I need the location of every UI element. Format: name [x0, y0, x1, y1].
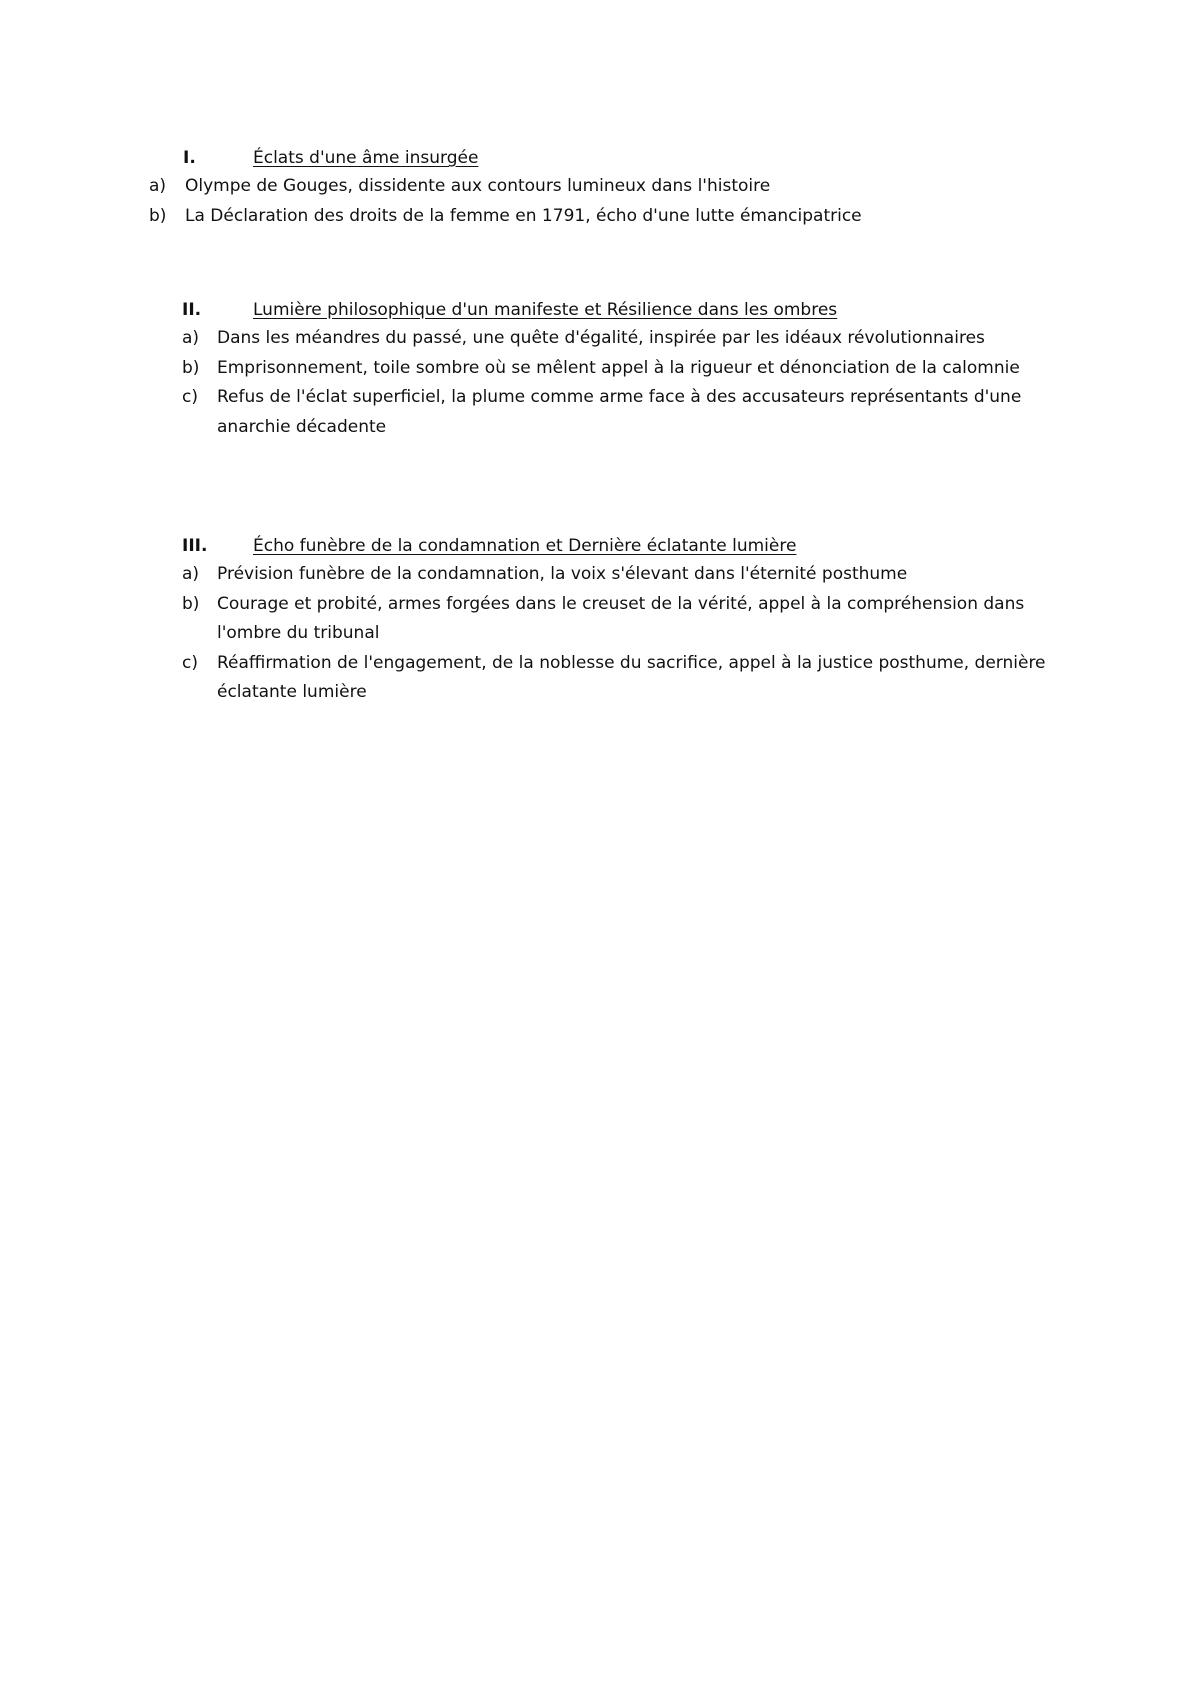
section-heading	[0, 144, 1200, 172]
section-2	[0, 296, 1200, 442]
list-item	[0, 354, 1200, 384]
item-text: Réaffirmation de l'engagement, de la noblesse du sacrifice, appel à la justice posthume, dernière éclatante lumière	[217, 652, 1046, 702]
list-item	[0, 172, 1200, 202]
section-3	[0, 532, 1200, 708]
item-text: Prévision funèbre de la condamnation, la voix s'élevant dans l'éternité posthume	[217, 564, 908, 584]
section-heading	[0, 296, 1200, 324]
list-item	[0, 590, 1200, 649]
list-item	[0, 560, 1200, 590]
section-number: III.	[182, 536, 208, 556]
item-label: a)	[182, 328, 200, 348]
list-item	[0, 324, 1200, 354]
section-title: Lumière philosophique d'un manifeste et Résilience dans les ombres	[253, 300, 838, 320]
section-number: I.	[183, 148, 196, 168]
item-text: Refus de l'éclat superficiel, la plume comme arme face à des accusateurs représentants d'une anarchie décadente	[217, 387, 1022, 437]
item-label: b)	[149, 205, 167, 226]
item-text: Dans les méandres du passé, une quête d'égalité, inspirée par les idéaux révolutionnaires	[217, 328, 985, 348]
list-item	[0, 202, 1200, 232]
section-title: Éclats d'une âme insurgée	[253, 148, 479, 168]
item-label: c)	[182, 387, 198, 407]
item-text: Courage et probité, armes forgées dans le creuset de la vérité, appel à la compréhension dans l'ombre du tribunal	[217, 593, 1025, 643]
list-item	[0, 649, 1200, 708]
section-1	[0, 144, 1200, 231]
section-heading	[0, 532, 1200, 560]
item-label: b)	[182, 357, 200, 378]
section-number: II.	[182, 300, 202, 320]
item-text: Olympe de Gouges, dissidente aux contours lumineux dans l'histoire	[185, 176, 771, 196]
item-label: b)	[182, 593, 200, 614]
item-label: a)	[182, 564, 200, 584]
item-label: c)	[182, 652, 198, 673]
list-item	[0, 383, 1200, 442]
item-label: a)	[149, 176, 167, 196]
section-title: Écho funèbre de la condamnation et Dernière éclatante lumière	[253, 536, 797, 556]
item-text: La Déclaration des droits de la femme en 1791, écho d'une lutte émancipatrice	[185, 205, 862, 226]
item-text: Emprisonnement, toile sombre où se mêlent appel à la rigueur et dénonciation de la calomnie	[217, 357, 1020, 378]
